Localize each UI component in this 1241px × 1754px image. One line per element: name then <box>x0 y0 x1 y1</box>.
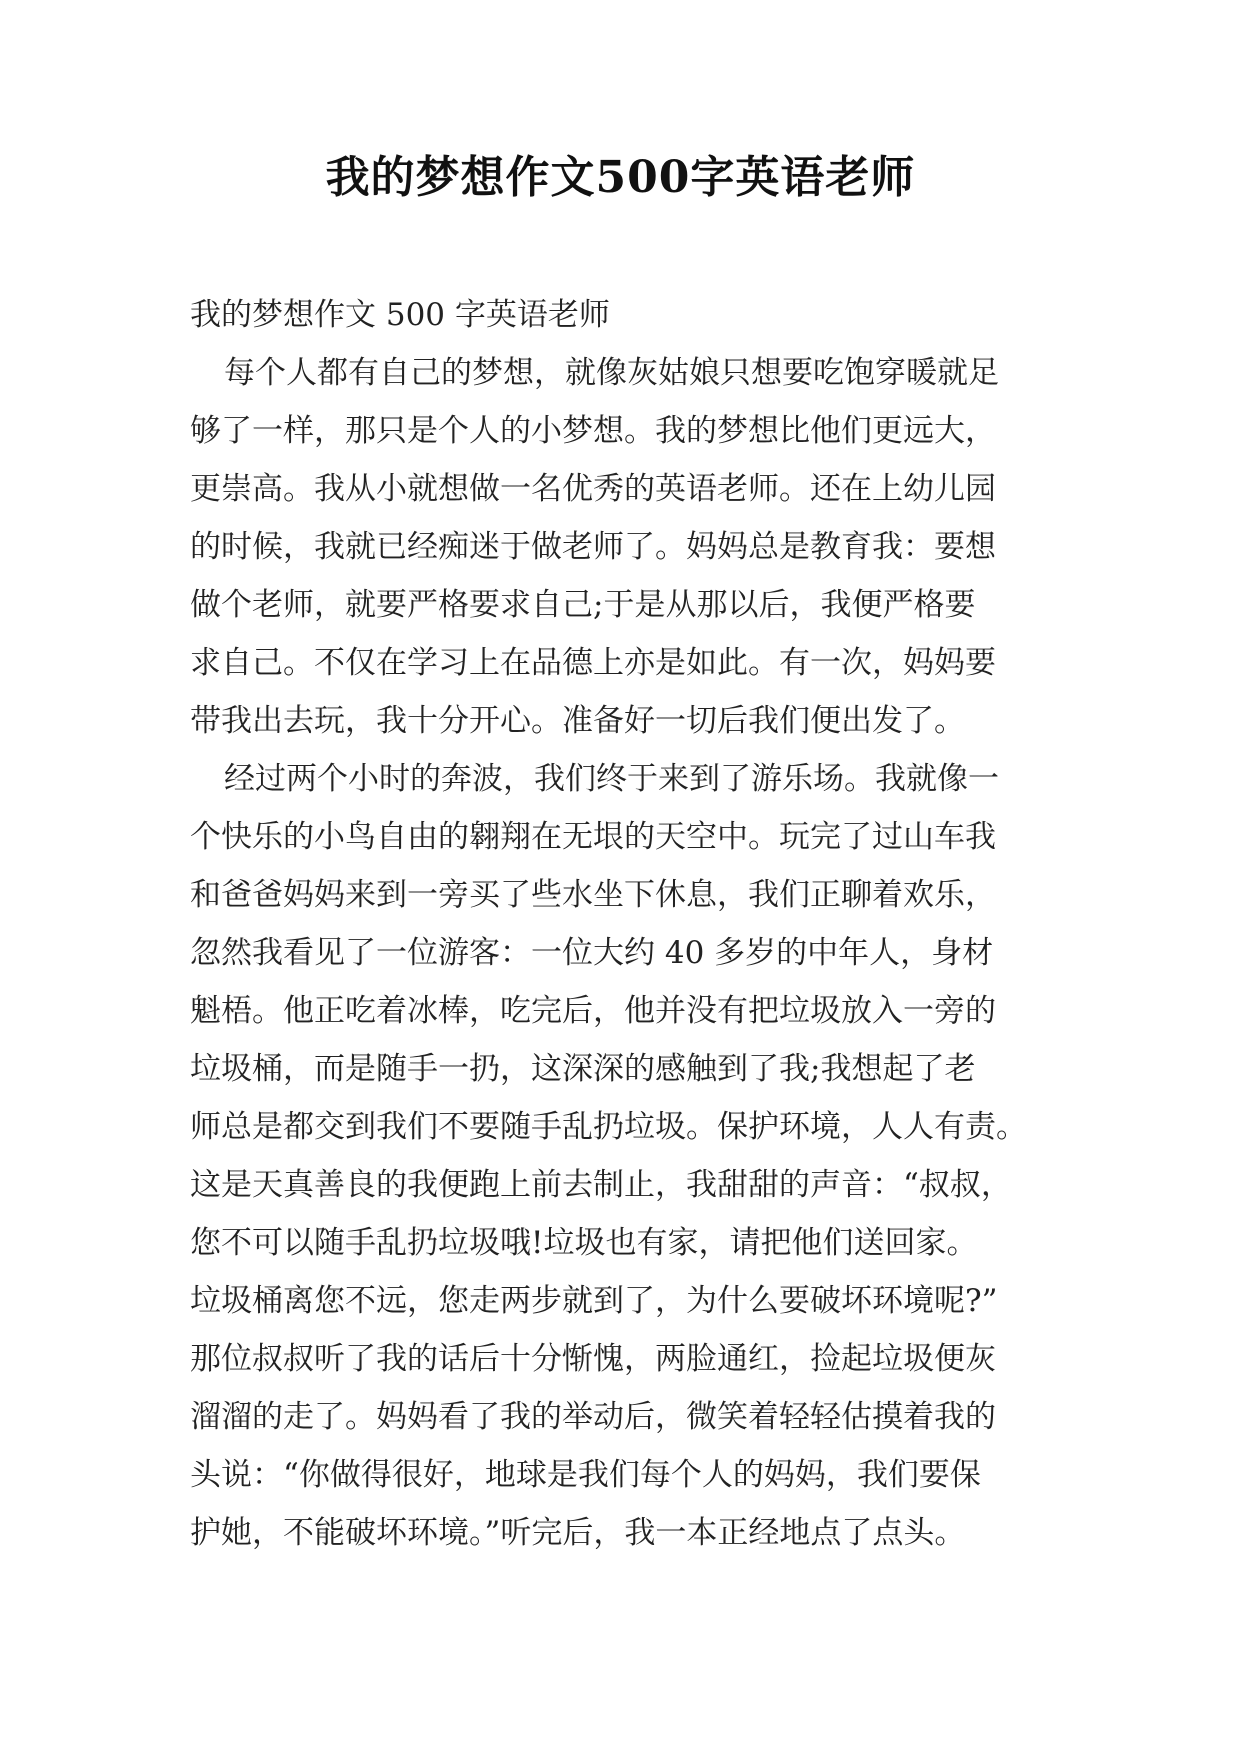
text-line: 个快乐的小鸟自由的翱翔在无垠的天空中。玩完了过山车我 <box>190 819 996 855</box>
text-line: 垃圾桶，而是随手一扔，这深深的感触到了我;我想起了老 <box>190 1051 976 1087</box>
text-line: 够了一样，那只是个人的小梦想。我的梦想比他们更远大， <box>190 413 996 449</box>
text-line: 垃圾桶离您不远，您走两步就到了，为什么要破坏环境呢?” <box>190 1283 998 1319</box>
text-line: 做个老师，就要严格要求自己;于是从那以后，我便严格要 <box>190 587 976 623</box>
text-line: 溜溜的走了。妈妈看了我的举动后，微笑着轻轻估摸着我的 <box>190 1399 996 1435</box>
text-line: 经过两个小时的奔波，我们终于来到了游乐场。我就像一 <box>224 761 999 797</box>
text-line: 求自己。不仅在学习上在品德上亦是如此。有一次，妈妈要 <box>190 645 996 681</box>
document-subtitle: 我的梦想作文 500 字英语老师 <box>190 297 610 333</box>
text-line: 的时候，我就已经痴迷于做老师了。妈妈总是教育我：要想 <box>190 529 996 565</box>
text-line: 师总是都交到我们不要随手乱扔垃圾。保护环境，人人有责。 <box>190 1109 1027 1145</box>
paragraph-1 <box>190 344 1050 750</box>
text-line: 带我出去玩，我十分开心。准备好一切后我们便出发了。 <box>190 703 965 739</box>
text-line: 这是天真善良的我便跑上前去制止，我甜甜的声音：“叔叔， <box>190 1167 1012 1203</box>
text-line: 护她，不能破坏环境。”听完后，我一本正经地点了点头。 <box>190 1515 966 1551</box>
document-title: 我的梦想作文500字英语老师 <box>325 152 916 203</box>
text-line: 和爸爸妈妈来到一旁买了些水坐下休息，我们正聊着欢乐， <box>190 877 996 913</box>
text-line: 那位叔叔听了我的话后十分惭愧，两脸通红，捡起垃圾便灰 <box>190 1341 996 1377</box>
paragraph-2 <box>190 750 1050 1562</box>
text-line: 忽然我看见了一位游客：一位大约 40 多岁的中年人，身材 <box>190 935 994 971</box>
text-line: 头说：“你做得很好，地球是我们每个人的妈妈，我们要保 <box>190 1457 981 1493</box>
text-line: 每个人都有自己的梦想，就像灰姑娘只想要吃饱穿暖就足 <box>224 355 999 391</box>
text-line: 魁梧。他正吃着冰棒，吃完后，他并没有把垃圾放入一旁的 <box>190 993 996 1029</box>
text-line: 更崇高。我从小就想做一名优秀的英语老师。还在上幼儿园 <box>190 471 996 507</box>
text-line: 您不可以随手乱扔垃圾哦!垃圾也有家，请把他们送回家。 <box>190 1225 978 1261</box>
document-body <box>190 286 1050 1562</box>
